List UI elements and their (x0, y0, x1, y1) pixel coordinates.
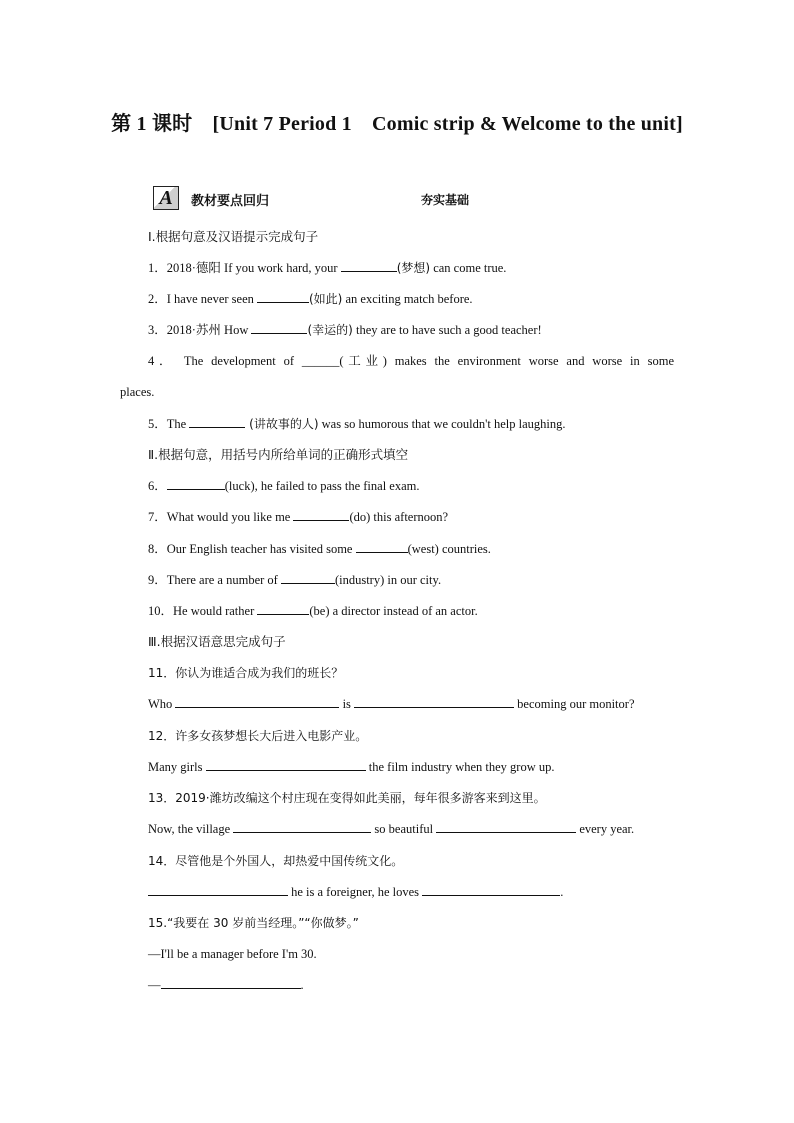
answer-blank[interactable] (281, 571, 335, 584)
question-2: 2．I have never seen (如此) an exciting match before. (148, 292, 473, 306)
question-11-answer: Who is becoming our monitor? (148, 697, 635, 711)
question-4-line-1: 4． The development of ______(工业) makes the environment worse and worse in some (148, 354, 674, 368)
answer-blank[interactable] (251, 321, 307, 334)
section-1-heading: Ⅰ.根据句意及汉语提示完成句子 (148, 229, 319, 244)
banner-title: 教材要点回归 (191, 194, 270, 209)
question-8: 8．Our English teacher has visited some (west) countries. (148, 542, 491, 556)
answer-blank[interactable] (189, 415, 245, 428)
answer-blank[interactable] (354, 695, 514, 708)
question-12-answer: Many girls the film industry when they grow up. (148, 760, 555, 774)
banner-subtitle: 夯实基础 (421, 193, 470, 207)
question-7: 7．What would you like me (do) this afternoon? (148, 510, 449, 524)
answer-blank[interactable] (257, 290, 309, 303)
answer-blank[interactable] (356, 540, 408, 553)
question-14-chinese: 14．尽管他是个外国人，却热爱中国传统文化。 (148, 854, 404, 868)
question-15-dialogue-2: — . (148, 978, 304, 992)
section-badge-icon: A (153, 186, 179, 210)
page-title: 第 1 课时 [Unit 7 Period 1 Comic strip & Welcome to the unit] (111, 113, 683, 135)
answer-blank[interactable] (233, 820, 371, 833)
answer-blank[interactable] (436, 820, 576, 833)
answer-blank[interactable] (422, 883, 560, 896)
question-12-chinese: 12．许多女孩梦想长大后进入电影产业。 (148, 729, 368, 743)
question-1: 1．2018·德阳 If you work hard, your (梦想) can come true. (148, 261, 507, 275)
question-4-line-2: places. (120, 385, 155, 399)
question-6: 6． (luck), he failed to pass the final exam. (148, 479, 420, 493)
question-15-chinese: 15.“我要在 30 岁前当经理。”“你做梦。” (148, 916, 359, 930)
section-2-heading: Ⅱ.根据句意，用括号内所给单词的正确形式填空 (148, 447, 409, 462)
question-15-dialogue-1: —I'll be a manager before I'm 30. (148, 947, 317, 961)
answer-blank[interactable] (161, 976, 301, 989)
question-5: 5．The (讲故事的人) was so humorous that we couldn't help laughing. (148, 417, 566, 431)
answer-blank[interactable] (148, 883, 288, 896)
question-10: 10．He would rather (be) a director instead of an actor. (148, 604, 478, 618)
section-3-heading: Ⅲ.根据汉语意思完成句子 (148, 634, 286, 649)
question-14-answer: he is a foreigner, he loves . (148, 883, 563, 901)
answer-blank[interactable] (293, 508, 349, 521)
answer-blank[interactable] (175, 695, 339, 708)
question-13-chinese: 13．2019·潍坊改编这个村庄现在变得如此美丽，每年很多游客来到这里。 (148, 791, 546, 805)
question-11-chinese: 11．你认为谁适合成为我们的班长？ (148, 666, 344, 680)
answer-blank[interactable] (206, 758, 366, 771)
question-9: 9．There are a number of (industry) in our city. (148, 573, 442, 587)
answer-blank[interactable] (341, 259, 397, 272)
section-banner (153, 186, 593, 212)
question-13-answer: Now, the village so beautiful every year. (148, 822, 635, 836)
answer-blank[interactable] (167, 477, 225, 490)
answer-blank[interactable] (257, 602, 309, 615)
question-3: 3．2018·苏州 How (幸运的) they are to have such a good teacher! (148, 323, 542, 337)
